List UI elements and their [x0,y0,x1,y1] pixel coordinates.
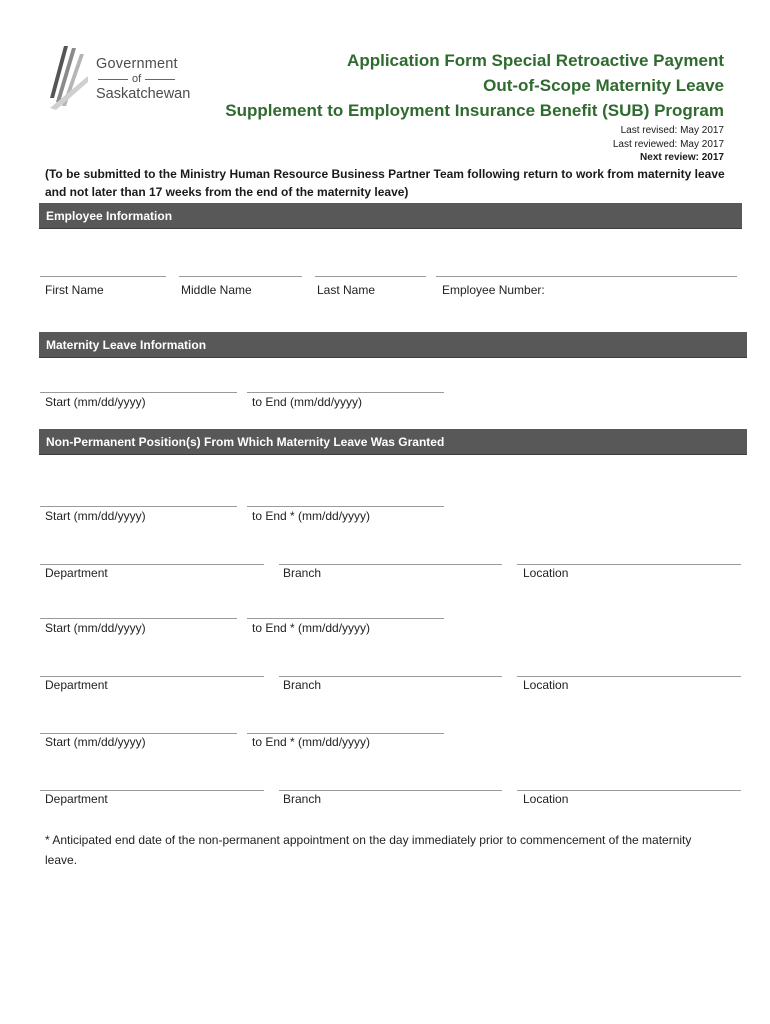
logo-line-saskatchewan: Saskatchewan [96,86,191,102]
title-line-3: Supplement to Employment Insurance Benefit (SUB) Program [225,101,724,120]
submission-instructions: (To be submitted to the Ministry Human Resource Business Partner Team following return to work from maternity leave and not later than 17 weeks from the end of the maternity leave) [45,167,725,199]
saskatchewan-logo-icon [46,46,90,110]
position-2-start-label: Start (mm/dd/yyyy) [45,621,146,635]
last-name-label: Last Name [317,283,376,297]
middle-name-field[interactable] [179,276,302,277]
government-logo-text [96,56,190,102]
employee-number-field[interactable] [436,276,737,277]
first-name-field[interactable] [40,276,166,277]
position-2-location-label: Location [523,678,569,692]
position-1-start-field[interactable] [40,506,237,507]
title-line-2: Out-of-Scope Maternity Leave [483,76,724,95]
maternity-end-field[interactable] [247,392,444,393]
maternity-start-label: Start (mm/dd/yyyy) [45,395,146,409]
position-1-location-label: Location [523,566,569,580]
position-3-department-field[interactable] [40,790,264,791]
position-1-end-field[interactable] [247,506,444,507]
position-2-branch-label: Branch [283,678,322,692]
next-review: Next review: 2017 [640,152,724,163]
position-2-start-field[interactable] [40,618,237,619]
position-3-end-field[interactable] [247,733,444,734]
section-header-employee: Employee Information [39,203,742,229]
section-header-maternity: Maternity Leave Information [39,332,747,358]
position-2-end-field[interactable] [247,618,444,619]
position-3-start-field[interactable] [40,733,237,734]
position-3-location-label: Location [523,792,569,806]
footnote: * Anticipated end date of the non-permanent appointment on the day immediately prior to commencement of the maternity leave. [45,833,692,867]
last-reviewed: Last reviewed: May 2017 [612,138,724,150]
last-revised: Last revised: May 2017 [620,125,724,136]
middle-name-label: Middle Name [181,283,252,297]
employee-number-label: Employee Number: [442,283,545,297]
position-1-start-label: Start (mm/dd/yyyy) [45,509,146,523]
revision-info [613,124,724,165]
position-3-branch-field[interactable] [279,790,502,791]
last-name-field[interactable] [315,276,426,277]
position-3-end-label: to End * (mm/dd/yyyy) [252,735,371,749]
position-2-department-field[interactable] [40,676,264,677]
maternity-end-label: to End (mm/dd/yyyy) [252,395,363,409]
position-1-end-label: to End * (mm/dd/yyyy) [252,509,371,523]
position-3-start-label: Start (mm/dd/yyyy) [45,735,146,749]
title-line-1: Application Form Special Retroactive Payment [347,51,724,70]
logo-line-government: Government [96,56,178,72]
section-header-positions: Non-Permanent Position(s) From Which Maternity Leave Was Granted [39,429,747,455]
position-3-location-field[interactable] [517,790,741,791]
position-2-end-label: to End * (mm/dd/yyyy) [252,621,371,635]
position-2-branch-field[interactable] [279,676,502,677]
first-name-label: First Name [45,283,104,297]
maternity-start-field[interactable] [40,392,237,393]
position-3-branch-label: Branch [283,792,322,806]
position-1-department-label: Department [45,566,108,580]
form-title [225,48,724,123]
logo-line-of [98,72,190,86]
position-3-department-label: Department [45,792,108,806]
position-1-branch-label: Branch [283,566,322,580]
position-1-location-field[interactable] [517,564,741,565]
position-2-location-field[interactable] [517,676,741,677]
position-1-branch-field[interactable] [279,564,502,565]
position-1-department-field[interactable] [40,564,264,565]
position-2-department-label: Department [45,678,108,692]
logo-of-text: of [132,73,142,85]
